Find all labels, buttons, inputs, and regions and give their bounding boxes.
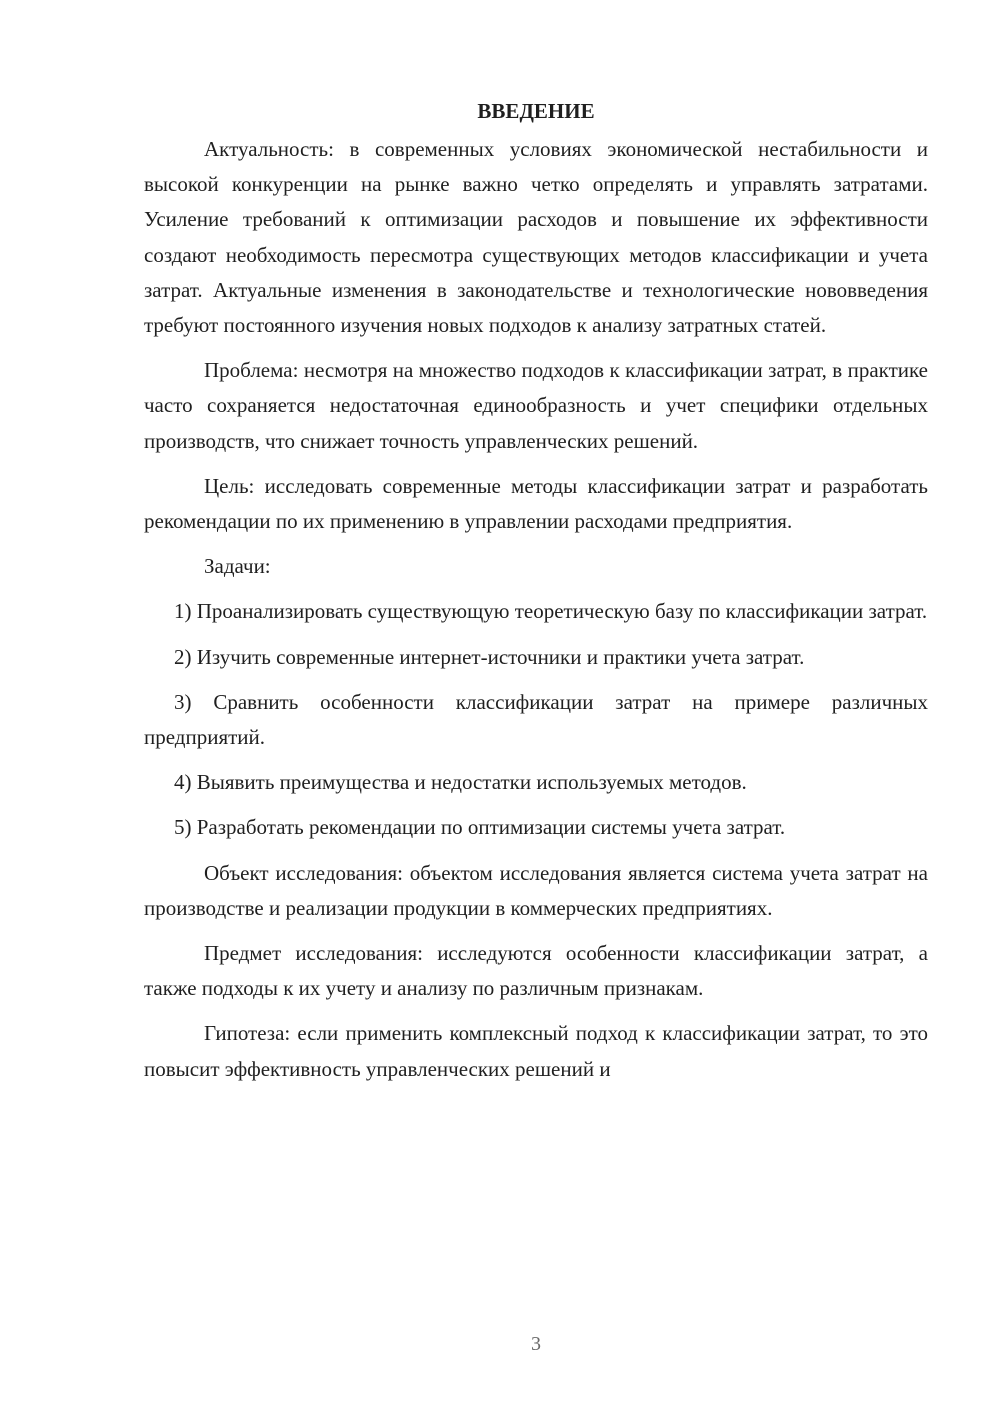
page-body xyxy=(144,97,928,1097)
page-number: 3 xyxy=(531,1333,541,1355)
task-item: 2) Изучить современные интернет-источники и практики учета затрат. xyxy=(174,644,805,669)
paragraph-relevance: Актуальность: в современных условиях экономической нестабильности и высокой конкуренции на рынке важно четко определять и управлять затратами. Усиление требований к оптимизации расходов и повышение их эффективности создают необходимость пересмотра существующих методов классификации и учета затрат. Актуальные изменения в законодательстве и технологические нововведения требуют постоянного изучения новых подходов к анализу затратных статей. xyxy=(144,137,928,338)
paragraph-subject: Предмет исследования: исследуются особенности классификации затрат, а также подходы к их учету и анализу по различным признакам. xyxy=(144,941,928,1001)
section-title: ВВЕДЕНИЕ xyxy=(477,99,595,123)
paragraph-goal: Цель: исследовать современные методы классификации затрат и разработать рекомендации по их применению в управлении расходами предприятия. xyxy=(144,473,928,534)
task-item: 4) Выявить преимущества и недостатки используемых методов. xyxy=(174,770,747,795)
task-item: 1) Проанализировать существующую теоретическую базу по классификации затрат. xyxy=(174,599,928,624)
paragraph-object: Объект исследования: объектом исследования является система учета затрат на производстве и реализации продукции в коммерческих предприятиях. xyxy=(144,860,928,920)
paragraph-problem: Проблема: несмотря на множество подходов к классификации затрат, в практике часто сохраняется недостаточная единообразность и учет специфики отдельных производств, что снижает точность управленческих решений. xyxy=(144,358,928,453)
task-item: 3) Сравнить особенности классификации затрат на примере различных предприятий. xyxy=(144,689,928,750)
tasks-heading: Задачи: xyxy=(204,554,271,579)
paragraph-hypothesis: Гипотеза: если применить комплексный подход к классификации затрат, то это повысит эффективность управленческих решений и xyxy=(144,1021,928,1081)
task-item: 5) Разработать рекомендации по оптимизации системы учета затрат. xyxy=(174,815,786,840)
